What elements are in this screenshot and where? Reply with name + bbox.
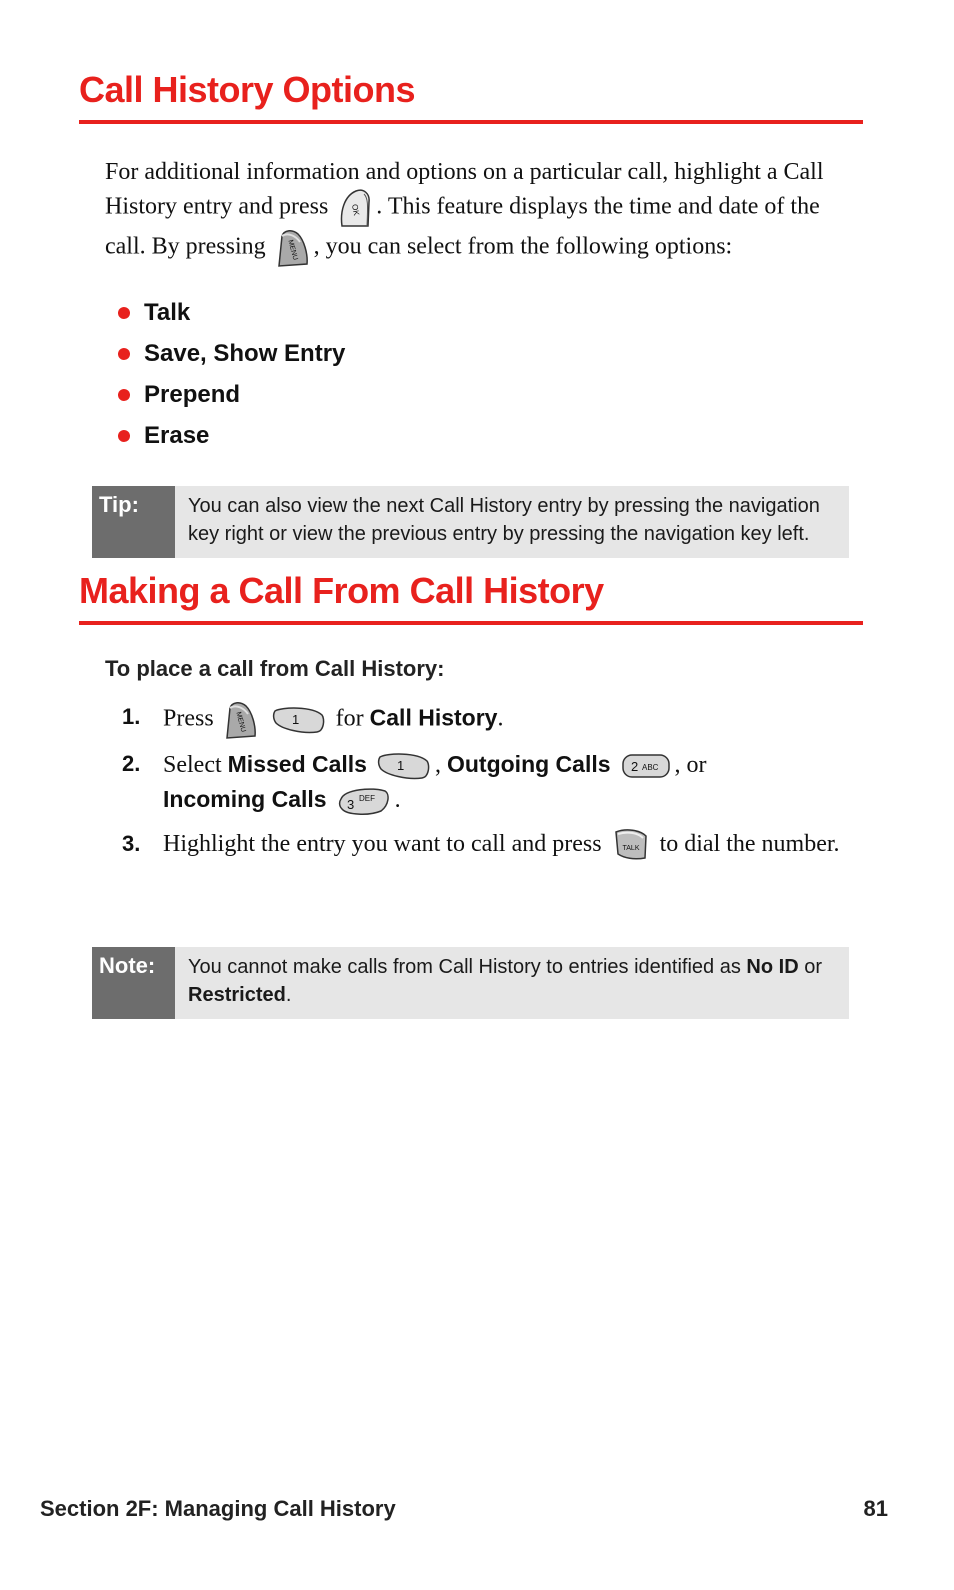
bullet-icon — [118, 389, 130, 401]
intro-text-2: . This feature displays the time and date of the call. By pressing — [105, 193, 820, 260]
key-1-label: 1 — [396, 758, 405, 774]
options-list — [118, 292, 345, 456]
key-2-icon — [621, 752, 671, 780]
tip-text: You can also view the next Call History entry by pressing the navigation key right or view the previous entry by pressing the navigation key left. — [188, 495, 820, 545]
key-1-icon — [272, 705, 326, 735]
key-1-label: 1 — [291, 712, 299, 727]
bullet-icon — [118, 430, 130, 442]
key-1-icon — [377, 751, 431, 781]
step-2: 2. Select Missed Calls 1 , Outgoing Calls 2 ABC , or Incoming Calls 3 DEF . — [122, 747, 857, 817]
key-2-label: 2 — [630, 759, 638, 775]
talk-key-label: TALK — [622, 845, 640, 853]
tip-label: Tip: — [92, 486, 175, 558]
ok-key-icon — [338, 188, 372, 228]
intro-text-1: For additional information and options on a particular call, highlight a Call History entry and press — [105, 159, 824, 220]
menu-key-label: MENU — [234, 711, 247, 733]
step-1: 1. Press MENU 1 for Call History. — [122, 700, 857, 740]
bullet-icon — [118, 307, 130, 319]
list-item: Talk — [118, 292, 345, 333]
intro-paragraph — [105, 156, 857, 268]
tip-box — [92, 486, 849, 558]
step-3: 3. Highlight the entry you want to call and press TALK to dial the number. — [122, 827, 857, 862]
key-3-icon — [337, 785, 391, 817]
list-item: Erase — [118, 415, 345, 456]
intro-text-3: , you can select from the following options: — [313, 233, 733, 260]
key-3-label: 3 — [346, 797, 354, 813]
procedure-subheading: To place a call from Call History: — [105, 656, 445, 681]
menu-key-icon — [224, 700, 258, 740]
menu-key-label: MENU — [286, 239, 299, 261]
footer-section-title: Section 2F: Managing Call History — [40, 1496, 396, 1521]
key-2-letters: ABC — [641, 763, 658, 773]
note-label: Note: — [92, 947, 175, 1019]
talk-key-icon — [612, 828, 650, 862]
step-number: 3. — [122, 831, 141, 856]
page-footer — [40, 1496, 888, 1522]
bullet-icon — [118, 348, 130, 360]
section-title-making-a-call: Making a Call From Call History — [79, 569, 863, 625]
key-3-letters: DEF — [358, 794, 375, 804]
list-item: Save, Show Entry — [118, 333, 345, 374]
menu-key-icon — [276, 228, 310, 268]
step-number: 1. — [122, 704, 141, 729]
step-number: 2. — [122, 751, 141, 776]
section-title-call-history-options: Call History Options — [79, 68, 863, 124]
note-text: You cannot make calls from Call History to entries identified as No ID or Restricted. — [188, 956, 822, 1006]
ok-key-label: OK — [350, 203, 362, 217]
page-number: 81 — [863, 1496, 888, 1521]
list-item: Prepend — [118, 374, 345, 415]
note-box — [92, 947, 849, 1019]
